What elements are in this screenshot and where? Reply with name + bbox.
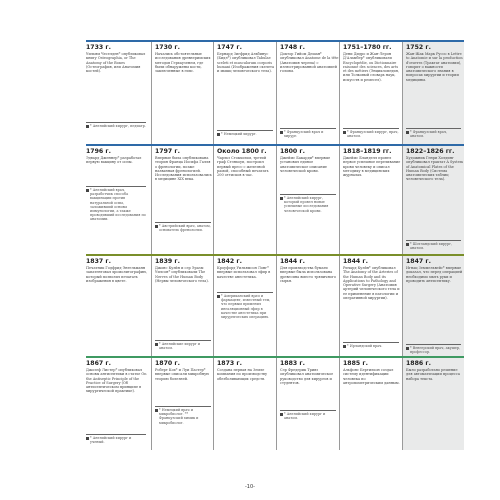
timeline-cell [276, 42, 339, 144]
cell-text: Художник Генри Холдинг опубликовал трактат A System of Anatomical Plates of the Human Body (Система анатомических таблиц человеческого тела). [406, 156, 463, 182]
cell-text: Бернард Зигфрид Альбинус (Бидл*) опубликовал Tabulae sceleti et musculorum corporis humani (Изображения скелета и мышц человеческого тела). [217, 52, 275, 74]
cell-text: Создана первая на Земле компания по производству обезболивающих средств. [217, 368, 268, 381]
cell-text: Печатник Годфрид Энгельманн запатентовал хромолитографию, который позволил печатать изображения в цвете. [86, 266, 148, 283]
timeline-cell [86, 42, 151, 144]
timeline-cell [276, 358, 339, 450]
cell-text: Сэр Фредерик Тривз опубликовал анатомическое руководство для хирургов и студентов. [280, 368, 334, 385]
cell-year: 1842 г. [217, 258, 242, 265]
cell-text: Альфонс Бертильон создал систему идентификации человека по антропометрическим данным. [343, 368, 400, 385]
cell-note: * Немецкий врач и микробиолог. ** Французский химик и микробиолог. [155, 406, 211, 425]
timeline-cell [86, 146, 151, 254]
cell-text: Для производства бумаги впервые была использована древесина вместо тряпичного сырья. [280, 266, 336, 283]
cell-year: 1751–1780 гг. [343, 44, 392, 51]
cell-text: Игнац Земмельвейс* впервые доказал, что перед операцией необходимо мыть руки и проводить антисептику. [406, 266, 463, 283]
timeline-cell [402, 256, 464, 356]
cell-note: * Венгерский врач, акушер, профессор. [406, 344, 461, 354]
cell-year: 1886 г. [406, 360, 431, 367]
timeline-cell [151, 358, 213, 450]
timeline-cell [213, 256, 276, 356]
cell-note: * Английский хирург и анатом. [280, 410, 336, 420]
cell-text: Начались обстоятельные исследования древнеримских методов Герхаузенем, где были обнаружены кости, заключенные в гипс. [155, 52, 211, 74]
cell-year: 1818–1819 гг. [343, 148, 392, 155]
cell-text: Дени Дидро и Жан-Лерон Д'Аламбер* опубликовали Encyclopédie, ou Dictionnaire raisonné des sciences, des arts et des métiers (Энциклопедия, или Толковый словарь наук, искусств и ремесел). [343, 52, 400, 82]
cell-note: * Ирландский врач. [343, 342, 399, 348]
timeline-cell [402, 42, 464, 144]
timeline-cell [339, 42, 402, 144]
cell-year: 1870 г. [155, 360, 180, 367]
cell-note: * Английский врач, разработчик способа вакцинации против натуральной оспы, заложивший основы иммунологии, а также проводивший исследования по анатомии. [86, 186, 146, 222]
timeline-cell [151, 256, 213, 356]
cell-note: * Английский хирург и ученый. [86, 434, 146, 444]
cell-text: Джеймс Бакарди* впервые установил единое анатомическое описание человеческой крови. [280, 156, 331, 173]
timeline-cell [402, 358, 464, 450]
timeline-cell [339, 256, 402, 356]
cell-text: Уильям Чеселден* опубликовал книгу Osteographia, or The Anatomy of the Bones (Остеография, или Анатомия костей). [86, 52, 146, 74]
timeline-cell [339, 146, 402, 254]
timeline-cell [86, 358, 151, 450]
timeline-row [86, 356, 464, 450]
cell-year: Около 1800 г. [217, 148, 267, 155]
timeline-cell [339, 358, 402, 450]
cell-note: * Австрийский врач, анатом, основатель френологии. [155, 222, 211, 232]
cell-note: * Американский врач и фармацевт, известный тем, что первым применил ингаляционный эфир в качестве анестетика при хирургических операциях. [217, 292, 273, 319]
cell-year: 1844 г. [280, 258, 305, 265]
timeline-cell [402, 146, 464, 254]
cell-text: Джеймс Бланделл провел первое успешное переливание крови человеку и описал методику в медицинских журналах. [343, 156, 401, 178]
page-number: -10- [245, 484, 255, 490]
timeline-cell [276, 146, 339, 254]
cell-text: Джонс Куэйн и сэр Эразм Уилсон* опубликовали The Nerves of the Human Body (Нервы человеческого тела). [155, 266, 209, 283]
cell-text: Джозеф Листер* опубликовал основы антисептики в статье On the Antiseptic Principle of the Practice of Surgery (Об антисептическом принципе в хирургической практике). [86, 368, 147, 394]
cell-year: 1796 г. [86, 148, 111, 155]
cell-year: 1822–1826 гг. [406, 148, 455, 155]
timeline-cell [213, 146, 276, 254]
cell-year: 1747 г. [217, 44, 242, 51]
cell-note: * Шотландский хирург, анатом. [406, 240, 461, 250]
timeline-cell [213, 42, 276, 144]
cell-year: 1800 г. [280, 148, 305, 155]
cell-text: Эдвард Дженнер* разработал первую вакцину от оспы. [86, 156, 142, 165]
timeline-cell [151, 146, 213, 254]
cell-year: 1873 г. [217, 360, 242, 367]
cell-text: Чарльз Стокхольм, третий граф Стэнхоуп, построил первый пресс с железной рамой, способный печатать 200 оттисков в час. [217, 156, 269, 178]
timeline-grid [86, 40, 464, 450]
cell-year: 1844 г. [343, 258, 368, 265]
timeline-cell [213, 358, 276, 450]
cell-note: * Французский хирург, врач, анатом. [343, 128, 399, 138]
cell-year: 1748 г. [280, 44, 305, 51]
cell-year: 1883 г. [280, 360, 305, 367]
cell-note: * Французский врач, анатом. [406, 128, 461, 138]
cell-year: 1797 г. [155, 148, 180, 155]
timeline-cell [86, 256, 151, 356]
cell-text: Кроуфорд Уильямсон Лонг* впервые использовал эфир в качестве анестетика. [217, 266, 271, 279]
cell-text: Ричард Куэйн* опубликовал The Anatomy of the Arteries of the Human Body and its Applications to Pathology and Operative Surgery (Анатомия артерий человеческого тела и ее применение в патологии и оперативной хирургии). [343, 266, 400, 301]
cell-note: * Английские хирург и анатом. [155, 340, 211, 350]
cell-text: Было разработано решение для автоматизации процесса набора текста. [406, 368, 460, 381]
cell-year: 1730 г. [155, 44, 180, 51]
timeline-row [86, 254, 464, 356]
cell-year: 1839 г. [155, 258, 180, 265]
timeline-cell [276, 256, 339, 356]
cell-note: * Немецкий хирург. [217, 130, 273, 136]
cell-note: * Английский хирург, педиатр. [86, 122, 146, 128]
cell-text: Роберт Кох* и Луи Пастер* впервые описали микробную теорию болезней. [155, 368, 210, 381]
cell-year: 1733 г. [86, 44, 111, 51]
cell-text: Доктор Гийом Дешан* опубликовал Anatome de la tête (Анатомия черепа) с иллюстрированной анатомией головы. [280, 52, 339, 74]
cell-year: 1752 г. [406, 44, 431, 51]
cell-text: Впервые была опубликована теория Франца Иосифа Галля о френологии, позже названная френологией. Исследования использовались в медицине XIX века. [155, 156, 212, 182]
timeline-cell [151, 42, 213, 144]
cell-year: 1885 г. [343, 360, 368, 367]
cell-note: * Французский врач и хирург. [280, 128, 336, 138]
cell-year: 1867 г. [86, 360, 111, 367]
timeline-row [86, 144, 464, 254]
cell-note: * Английский хирург, который провел новые успешные исследования человеческой крови. [280, 194, 336, 213]
cell-year: 1837 г. [86, 258, 111, 265]
cell-year: 1847 г. [406, 258, 431, 265]
cell-text: Жан-Жак Марк Руссо в Lettre to Anatomie и sur la production d'œuvres (Трактат анатомии), говорит о важности анатомического знания в вопросах хирургии и теории медицины. [406, 52, 463, 82]
timeline-row [86, 40, 464, 144]
